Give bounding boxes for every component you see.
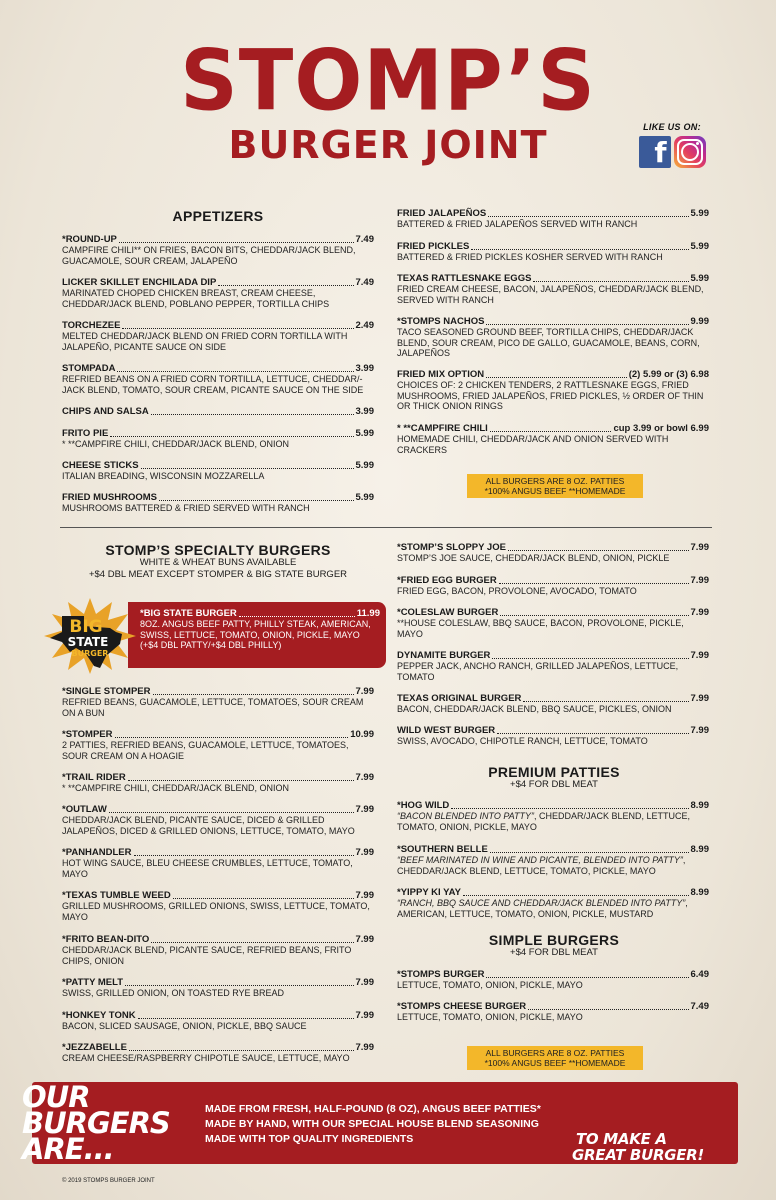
menu-item (62, 804, 374, 836)
simple-title: SIMPLE BURGERS (488, 932, 620, 948)
item-name: *PATTY MELT (62, 977, 124, 988)
menu-item (397, 887, 709, 919)
item-name: CHIPS AND SALSA (62, 406, 149, 417)
item-price: 5.99 (355, 460, 374, 471)
item-name: *HONKEY TONK (62, 1010, 136, 1021)
item-name: * **CAMPFIRE CHILI (397, 423, 488, 434)
menu-item (62, 890, 374, 922)
item-quote: “RANCH, BBQ SAUCE AND CHEDDAR/JACK BLENDED INTO PATTY” (397, 898, 686, 908)
item-price: 11.99 (356, 608, 380, 619)
item-name: TORCHEZEE (62, 320, 121, 331)
to-make-a-great-burger: TO MAKE A GREAT BURGER! (572, 1130, 704, 1164)
item-desc: MARINATED CHOPED CHICKEN BREAST, CREAM CHEESE, CHEDDAR/JACK BLEND, POBLANO PEPPER, TORTILLA CHIPS (62, 288, 330, 309)
menu-item (397, 969, 709, 991)
item-price: 9.99 (690, 316, 709, 327)
item-price: 7.99 (355, 804, 374, 815)
item-name: DYNAMITE BURGER (397, 650, 491, 661)
item-name: *ROUND-UP (62, 234, 117, 245)
menu-item (397, 369, 709, 412)
item-price: 7.99 (355, 1042, 374, 1053)
item-price: 2.49 (355, 320, 374, 331)
menu-item (62, 847, 374, 879)
item-price: 5.99 (690, 208, 709, 219)
item-desc: LETTUCE, TOMATO, ONION, PICKLE, MAYO (397, 980, 583, 990)
social-label: LIKE US ON: (643, 122, 701, 132)
menu-item (397, 607, 709, 639)
item-desc: GRILLED MUSHROOMS, GRILLED ONIONS, SWISS, LETTUCE, TOMATO, MAYO (62, 901, 370, 922)
specialty-sub: WHITE & WHEAT BUNS AVAILABLE +$4 DBL MEAT EXCEPT STOMPER & BIG STATE BURGER (88, 557, 348, 580)
item-name: FRIED PICKLES (397, 241, 470, 252)
item-price: 7.99 (355, 977, 374, 988)
item-desc: CHEDDAR/JACK BLEND, PICANTE SAUCE, DICED & GRILLED JALAPEÑOS, DICED & GRILLED ONIONS, LETTUCE, TOMATO, MAYO (62, 815, 355, 836)
item-price: 8.99 (690, 887, 709, 898)
item-price: 7.99 (690, 725, 709, 736)
item-price: 3.99 (355, 363, 374, 374)
item-name: *JEZZABELLE (62, 1042, 127, 1053)
item-desc: BACON, SLICED SAUSAGE, ONION, PICKLE, BBQ SAUCE (62, 1021, 307, 1031)
item-name: *OUTLAW (62, 804, 107, 815)
item-desc: SWISS, AVOCADO, CHIPOTLE RANCH, LETTUCE, TOMATO (397, 736, 648, 746)
item-desc: BATTERED & FRIED JALAPEÑOS SERVED WITH RANCH (397, 219, 638, 229)
menu-item (397, 575, 709, 597)
logo-title: STOMP’S (180, 31, 596, 130)
logo-subtitle: BURGER JOINT (228, 123, 548, 167)
item-desc: FRIED CREAM CHEESE, BACON, JALAPEÑOS, CHEDDAR/JACK BLEND, SERVED WITH RANCH (397, 284, 704, 305)
item-price: 7.99 (355, 772, 374, 783)
item-desc: CREAM CHEESE/RASPBERRY CHIPOTLE SAUCE, LETTUCE, MAYO (62, 1053, 350, 1063)
item-price: 5.99 (690, 241, 709, 252)
section-divider (60, 527, 712, 528)
menu-item (397, 650, 709, 682)
item-name: *STOMPER (62, 729, 113, 740)
item-desc: STOMP’S JOE SAUCE, CHEDDAR/JACK BLEND, ONION, PICKLE (397, 553, 670, 563)
item-price: 7.99 (690, 575, 709, 586)
menu-item (62, 772, 374, 794)
item-desc: TACO SEASONED GROUND BEEF, TORTILLA CHIPS, CHEDDAR/JACK BLEND, SOUR CREAM, PICO DE GALLO, GUACAMOLE, BEANS, CORN, JALAPEÑOS (397, 327, 700, 358)
item-name: FRIED MIX OPTION (397, 369, 485, 380)
item-price: 6.49 (690, 969, 709, 980)
item-name: *SINGLE STOMPER (62, 686, 151, 697)
item-price: 7.99 (690, 542, 709, 553)
menu-item (62, 686, 374, 718)
menu-item (62, 934, 374, 966)
item-desc: SWISS, GRILLED ONION, ON TOASTED RYE BREAD (62, 988, 285, 998)
item-name: *STOMPS NACHOS (397, 316, 485, 327)
item-name: *PANHANDLER (62, 847, 132, 858)
copyright: © 2019 STOMPS BURGER JOINT (62, 1178, 155, 1184)
item-price: 5.99 (690, 273, 709, 284)
item-name: LICKER SKILLET ENCHILADA DIP (62, 277, 217, 288)
item-price: 7.99 (355, 890, 374, 901)
menu-item (397, 1001, 709, 1023)
item-price: 7.49 (355, 234, 374, 245)
menu-item (62, 277, 374, 309)
menu-item (62, 729, 374, 761)
item-desc (397, 898, 709, 919)
item-name: *TRAIL RIDER (62, 772, 126, 783)
social-links (636, 122, 708, 168)
item-desc: HOMEMADE CHILI, CHEDDAR/JACK AND ONION SERVED WITH CRACKERS (397, 434, 669, 455)
menu-item (397, 725, 709, 747)
item-name: FRITO PIE (62, 428, 109, 439)
item-name: STOMPADA (62, 363, 116, 374)
menu-item (62, 460, 374, 482)
item-desc: * **CAMPFIRE CHILI, CHEDDAR/JACK BLEND, ONION (62, 439, 290, 449)
item-quote: “BACON BLENDED INTO PATTY” (397, 811, 535, 821)
item-price: 7.99 (355, 847, 374, 858)
menu-item (62, 977, 374, 999)
item-desc-extra: (+$4 DBL PATTY/+$4 DBL PHILLY) (140, 640, 282, 650)
menu-item (62, 492, 374, 514)
item-price: 3.99 (355, 406, 374, 417)
premium-sub: +$4 FOR DBL MEAT (510, 779, 598, 790)
big-state-feature (40, 596, 386, 674)
item-name: *YIPPY KI YAY (397, 887, 461, 898)
item-desc: HOT WING SAUCE, BLEU CHEESE CRUMBLES, LETTUCE, TOMATO, MAYO (62, 858, 353, 879)
item-price: 5.99 (355, 428, 374, 439)
menu-item (62, 1010, 374, 1032)
patties-note-bottom: ALL BURGERS ARE 8 OZ. PATTIES *100% ANGUS BEEF **HOMEMADE (467, 1046, 643, 1070)
badge-word-big: BIG (69, 617, 103, 637)
menu-item (62, 428, 374, 450)
item-desc-rest: , CHEDDAR/JACK BLEND, LETTUCE, TOMATO, ONION, PICKLE, MAYO (397, 811, 691, 832)
item-desc: **HOUSE COLESLAW, BBQ SAUCE, BACON, PROVOLONE, PICKLE, MAYO (397, 618, 684, 639)
badge-word-state: STATE (67, 635, 109, 649)
item-desc: ITALIAN BREADING, WISCONSIN MOZZARELLA (62, 471, 265, 481)
item-name: *STOMPS CHEESE BURGER (397, 1001, 527, 1012)
item-name: TEXAS ORIGINAL BURGER (397, 693, 522, 704)
item-price: 7.99 (690, 693, 709, 704)
menu-item-big-state (140, 608, 380, 651)
item-desc: REFRIED BEANS ON A FRIED CORN TORTILLA, LETTUCE, CHEDDAR/-JACK BLEND, TOMATO, SOUR CREAM, PICANTE SAUCE ON THE SIDE (62, 374, 364, 395)
item-desc: BACON, CHEDDAR/JACK BLEND, BBQ SAUCE, PICKLES, ONION (397, 704, 672, 714)
item-price: (2) 5.99 or (3) 6.98 (628, 369, 709, 380)
menu-item (397, 800, 709, 832)
item-price: 7.99 (690, 607, 709, 618)
item-name: *COLESLAW BURGER (397, 607, 499, 618)
item-quote: “BEEF MARINATED IN WINE AND PICANTE, BLENDED INTO PATTY” (397, 855, 683, 865)
item-name: *STOMP’S SLOPPY JOE (397, 542, 506, 553)
menu-item (397, 844, 709, 876)
item-name: TEXAS RATTLESNAKE EGGS (397, 273, 532, 284)
item-desc: LETTUCE, TOMATO, ONION, PICKLE, MAYO (397, 1012, 583, 1022)
item-name: FRIED JALAPEÑOS (397, 208, 487, 219)
item-price: 8.99 (690, 844, 709, 855)
our-burgers-are: OUR BURGERS ARE... (22, 1080, 170, 1166)
item-desc: MELTED CHEDDAR/JACK BLEND ON FRIED CORN TORTILLA WITH JALAPEÑO, PICANTE SAUCE ON SIDE (62, 331, 348, 352)
specialty-title: STOMP’S SPECIALTY BURGERS (105, 542, 331, 558)
item-name: *HOG WILD (397, 800, 450, 811)
item-desc: * **CAMPFIRE CHILI, CHEDDAR/JACK BLEND, ONION (62, 783, 290, 793)
item-price: 7.49 (355, 277, 374, 288)
item-desc: CHOICES OF: 2 CHICKEN TENDERS, 2 RATTLESNAKE EGGS, FRIED MUSHROOMS, FRIED JALAPEÑOS, FRIED PICKLES, ½ ORDER OF THIN OR THICK ONION RINGS (397, 380, 704, 411)
menu-item (62, 1042, 374, 1064)
premium-title: PREMIUM PATTIES (488, 764, 620, 780)
item-desc: 2 PATTIES, REFRIED BEANS, GUACAMOLE, LETTUCE, TOMATOES, SOUR CREAM ON A HOAGIE (62, 740, 349, 761)
item-desc: BATTERED & FRIED PICKLES KOSHER SERVED WITH RANCH (397, 252, 663, 262)
item-price: 5.99 (355, 492, 374, 503)
item-price: 7.49 (690, 1001, 709, 1012)
menu-item (397, 423, 709, 455)
item-price: 10.99 (350, 729, 374, 740)
item-price: cup 3.99 or bowl 6.99 (613, 423, 709, 434)
item-name: *BIG STATE BURGER (140, 608, 237, 619)
badge-word-burger: BURGER (71, 649, 109, 658)
menu-item (62, 320, 374, 352)
burger-claims: MADE FROM FRESH, HALF-POUND (8 OZ), ANGUS BEEF PATTIES* MADE BY HAND, WITH OUR SPECIAL HOUSE BLEND SEASONING MADE WITH TOP QUALITY INGREDIENTS (205, 1103, 541, 1145)
item-desc (397, 811, 709, 832)
simple-sub: +$4 FOR DBL MEAT (510, 947, 598, 958)
item-desc: 8OZ. ANGUS BEEF PATTY, PHILLY STEAK, AMERICAN, SWISS, LETTUCE, TOMATO, ONION, PICKLE, MAYO (140, 619, 371, 640)
menu-item (397, 693, 709, 715)
menu-item (62, 406, 374, 417)
instagram-icon[interactable] (674, 136, 706, 168)
item-desc: FRIED EGG, BACON, PROVOLONE, AVOCADO, TOMATO (397, 586, 637, 596)
item-desc-rest: , CHEDDAR/JACK BLEND, LETTUCE, TOMATO, PICKLE, MAYO (397, 855, 686, 876)
menu-item (397, 542, 709, 564)
item-price: 8.99 (690, 800, 709, 811)
item-price: 7.99 (355, 1010, 374, 1021)
item-desc: CHEDDAR/JACK BLEND, PICANTE SAUCE, REFRIED BEANS, FRITO CHIPS, ONION (62, 945, 352, 966)
item-price: 7.99 (355, 686, 374, 697)
item-desc: MUSHROOMS BATTERED & FRIED SERVED WITH RANCH (62, 503, 310, 513)
menu-item (62, 234, 374, 266)
appetizers-title: APPETIZERS (172, 208, 264, 224)
patties-note: ALL BURGERS ARE 8 OZ. PATTIES *100% ANGUS BEEF **HOMEMADE (467, 474, 643, 498)
item-name: *TEXAS TUMBLE WEED (62, 890, 171, 901)
big-state-badge (40, 596, 140, 674)
facebook-icon[interactable]: f (639, 136, 671, 168)
menu-item (397, 316, 709, 359)
item-name: WILD WEST BURGER (397, 725, 496, 736)
item-name: CHEESE STICKS (62, 460, 139, 471)
menu-item (397, 273, 709, 305)
item-name: *STOMPS BURGER (397, 969, 485, 980)
item-desc: PEPPER JACK, ANCHO RANCH, GRILLED JALAPEÑOS, LETTUCE, TOMATO (397, 661, 679, 682)
menu-item (397, 241, 709, 263)
item-name: *FRIED EGG BURGER (397, 575, 497, 586)
menu-item (62, 363, 374, 395)
item-desc: CAMPFIRE CHILI** ON FRIES, BACON BITS, CHEDDAR/JACK BLEND, GUACAMOLE, SOUR CREAM, JALAPEÑO (62, 245, 356, 266)
item-name: *FRITO BEAN-DITO (62, 934, 150, 945)
menu-item (397, 208, 709, 230)
item-desc (397, 855, 709, 876)
item-name: FRIED MUSHROOMS (62, 492, 157, 503)
item-price: 7.99 (690, 650, 709, 661)
item-desc: REFRIED BEANS, GUACAMOLE, LETTUCE, TOMATOES, SOUR CREAM ON A BUN (62, 697, 364, 718)
item-name: *SOUTHERN BELLE (397, 844, 488, 855)
item-price: 7.99 (355, 934, 374, 945)
item-desc-rest: , AMERICAN, LETTUCE, TOMATO, ONION, PICKLE, MUSTARD (397, 898, 688, 919)
